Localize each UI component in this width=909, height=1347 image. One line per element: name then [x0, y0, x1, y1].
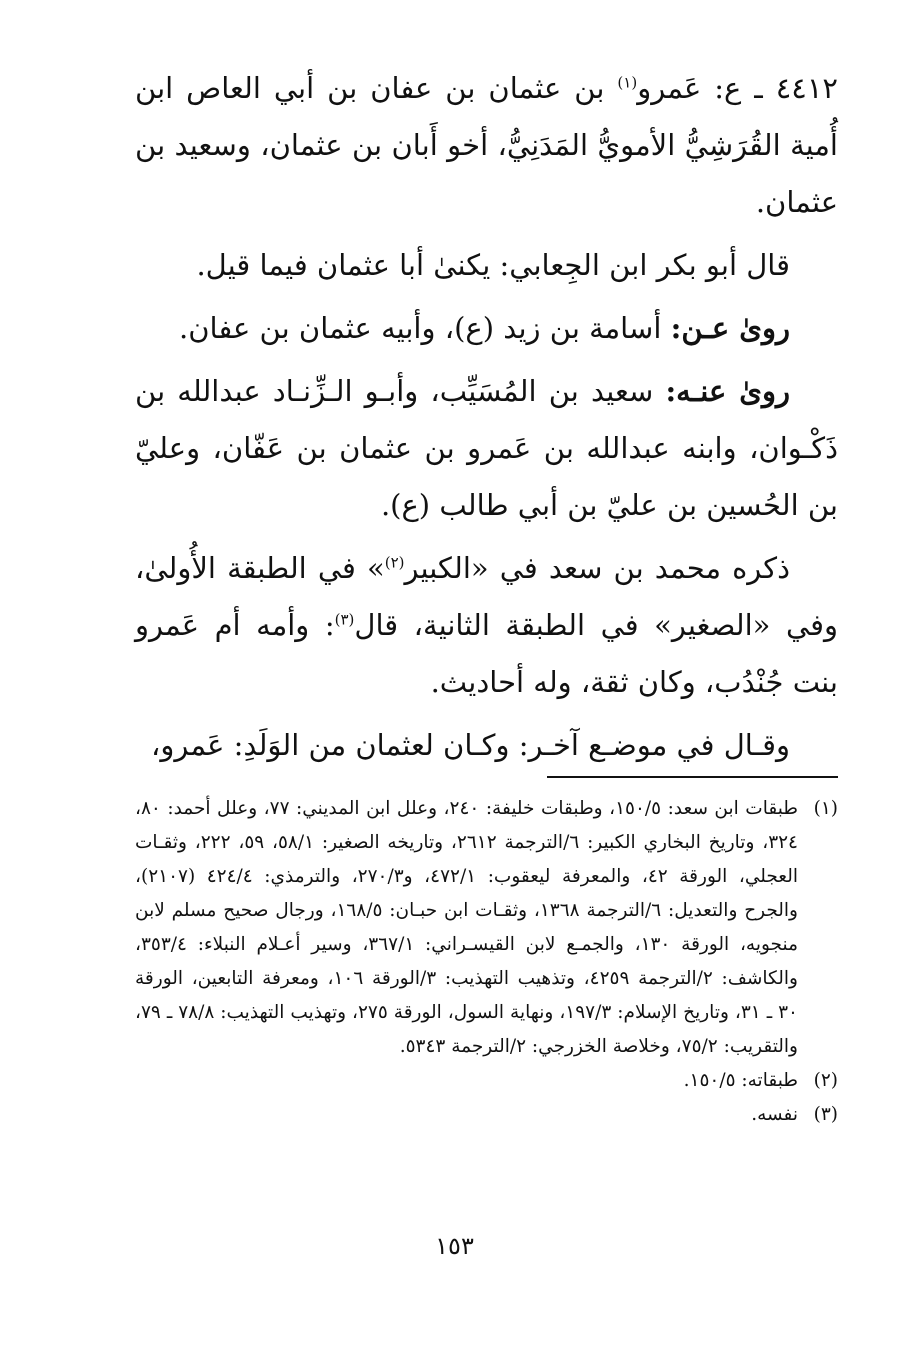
- entry-text: بن عثمان بن عفان بن أبي العاص ابن أُمية القُرَشِيُّ الأمويُّ المَدَنِيُّ، أخو أَبان بن عثمان، وسعيد بن عثمان.: [135, 71, 838, 219]
- entry-number: ٤٤١٢ ـ ع: عَمرو: [637, 71, 838, 105]
- narrated-from-paragraph: [135, 300, 838, 357]
- ibn-saad-text-b: » في الطبقة الأُولىٰ، وفي «الصغير» في الطبقة الثانية، قال: [135, 551, 838, 642]
- ibn-saad-paragraph: [135, 540, 838, 711]
- entry-heading-paragraph: [135, 60, 838, 231]
- footnote-2: [135, 1064, 838, 1098]
- footnotes: [135, 792, 838, 1132]
- narrated-by-paragraph: [135, 363, 838, 534]
- ibn-saad-text-a: ذكره محمد بن سعد في «الكبير: [404, 551, 790, 585]
- footnote-text: نفسه.: [751, 1104, 798, 1125]
- footnote-number: (٢): [813, 1070, 838, 1091]
- narrated-from-text: أسامة بن زيد (ع)، وأبيه عثمان بن عفان.: [178, 311, 671, 345]
- main-text: [135, 60, 838, 780]
- other-place-paragraph: وقـال في موضـع آخـر: وكـان لعثمان من الوَلَدِ: عَمرو،: [150, 728, 790, 762]
- footnote-divider: [547, 776, 838, 778]
- kunya-paragraph: قال أبو بكر ابن الجِعابي: يكنىٰ أبا عثمان فيما قيل.: [196, 248, 790, 282]
- footnote-ref-1: (١): [617, 73, 638, 92]
- narrated-from-label: رویٰ عـن:: [670, 311, 790, 345]
- page-number: ١٥٣: [435, 1232, 474, 1260]
- footnote-text: طبقاته: ١٥٠/٥.: [683, 1070, 798, 1091]
- footnote-3: [135, 1098, 838, 1132]
- narrated-by-label: رویٰ عنـه:: [665, 374, 791, 408]
- footnote-ref-3: (٣): [334, 610, 355, 629]
- footnote-number: (١): [813, 798, 838, 819]
- footnote-1: [135, 792, 838, 1064]
- ibn-saad-text-c: : وأمه أم عَمرو بنت جُنْدُب، وكان ثقة، وله أحاديث.: [135, 608, 838, 699]
- footnote-ref-2: (٢): [384, 553, 405, 572]
- narrated-by-text: سعيد بن المُسَيِّب، وأبـو الـزِّنـاد عبدالله بن ذَكْـوان، وابنه عبدالله بن عَمرو بن عثمان بن عَفّان، وعليّ بن الحُسين بن عليّ بن أبي طالب (ع).: [135, 374, 838, 522]
- footnote-text: طبقات ابن سعد: ١٥٠/٥، وطبقات خليفة: ٢٤٠، وعلل ابن المديني: ٧٧، وعلل أحمد: ٨٠، ٣٢٤، وتاريخ البخاري الكبير: ٦/الترجمة ٢٦١٢، وتاريخه الصغير: ٥٨/١، ٥٩، ٢٢٢، وثقـات العجلي، الورقة ٤٢، والمعرفة ليعقوب: ٤٧٢/١، و٢٧٠/٣، والترمذي: ٤٢٤/٤ (٢١٠٧)، والجرح والتعديل: ٦/الترجمة ١٣٦٨، وثقـات ابن حبـان: ١٦٨/٥، ورجال صحيح مسلم لابن منجويه، الورقة ١٣٠، والجمـع لابن القيسـراني: ٣٦٧/١، وسير أعـلام النبلاء: ٣٥٣/٤، والكاشف: ٢/الترجمة ٤٢٥٩، وتذهيب التهذيب: ٣/الورقة ١٠٦، ومعرفة التابعين، الورقة ٣٠ ـ ٣١، وتاريخ الإسلام: ١٩٧/٣، ونهاية السول، الورقة ٢٧٥، وتهذيب التهذيب: ٧٨/٨ ـ ٧٩، والتقريب: ٧٥/٢، وخلاصة الخزرجي: ٢/الترجمة ٥٣٤٣.: [135, 798, 799, 1057]
- footnote-number: (٣): [813, 1104, 838, 1125]
